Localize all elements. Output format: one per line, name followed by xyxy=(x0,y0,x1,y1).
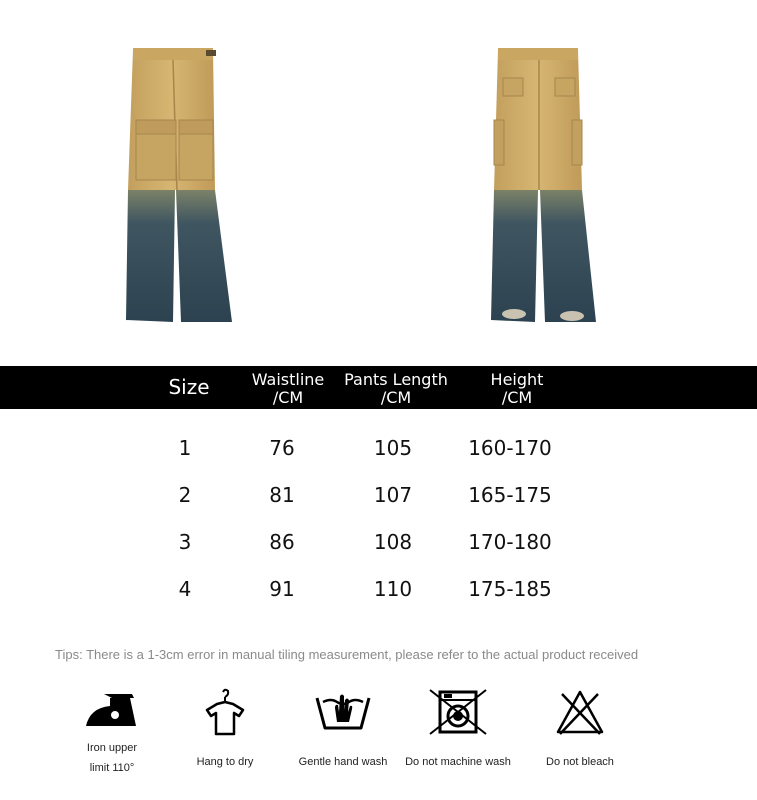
size-table-header xyxy=(0,366,757,409)
table-row xyxy=(0,574,757,604)
pants-back-image xyxy=(491,48,596,322)
care-item-hand-wash xyxy=(292,688,394,772)
care-label-hang-dry: Hang to dry xyxy=(196,756,254,768)
cell-waistline: 91 xyxy=(269,577,295,601)
header-waistline-unit: /CM xyxy=(272,388,304,407)
care-label-no-bleach: Do not bleach xyxy=(546,756,614,768)
product-photos xyxy=(0,0,757,360)
header-waistline xyxy=(233,371,343,407)
care-label-iron-1: Iron upper xyxy=(86,742,138,754)
cell-pants-length: 108 xyxy=(373,530,413,554)
care-item-no-machine-wash xyxy=(398,688,518,772)
cell-size: 4 xyxy=(178,577,192,601)
cell-size: 2 xyxy=(178,483,192,507)
hand-wash-icon xyxy=(313,688,373,734)
cell-size: 3 xyxy=(178,530,192,554)
cell-pants-length: 107 xyxy=(373,483,413,507)
header-height-unit: /CM xyxy=(501,388,533,407)
header-waistline-label: Waistline xyxy=(251,370,325,389)
cell-waistline: 86 xyxy=(269,530,295,554)
cell-pants-length: 110 xyxy=(373,577,413,601)
header-size: Size xyxy=(168,375,210,399)
care-label-no-machine-wash: Do not machine wash xyxy=(405,756,511,768)
care-item-no-bleach xyxy=(530,688,630,772)
no-bleach-icon xyxy=(554,688,606,736)
table-row xyxy=(0,480,757,510)
care-label-iron-2: limit 110° xyxy=(89,762,135,774)
care-item-hang-dry xyxy=(185,688,265,772)
cell-waistline: 81 xyxy=(269,483,295,507)
cell-height: 175-185 xyxy=(468,577,552,601)
header-height-label: Height xyxy=(490,370,544,389)
care-item-iron xyxy=(72,688,152,778)
pants-front-image xyxy=(126,48,232,322)
header-pants-length xyxy=(333,371,459,407)
cell-pants-length: 105 xyxy=(373,436,413,460)
cell-height: 160-170 xyxy=(468,436,552,460)
cell-height: 170-180 xyxy=(468,530,552,554)
cell-height: 165-175 xyxy=(468,483,552,507)
iron-icon xyxy=(82,688,142,732)
hanger-shirt-icon xyxy=(203,688,247,738)
header-pants-length-label: Pants Length xyxy=(344,370,448,389)
table-row xyxy=(0,527,757,557)
header-pants-length-unit: /CM xyxy=(380,388,412,407)
measurement-tips: Tips: There is a 1-3cm error in manual tiling measurement, please refer to the actual product received xyxy=(55,647,639,662)
cell-size: 1 xyxy=(178,436,192,460)
header-height xyxy=(467,371,567,407)
care-label-hand-wash: Gentle hand wash xyxy=(298,756,388,768)
no-machine-wash-icon xyxy=(426,688,490,736)
table-row xyxy=(0,433,757,463)
cell-waistline: 76 xyxy=(269,436,295,460)
